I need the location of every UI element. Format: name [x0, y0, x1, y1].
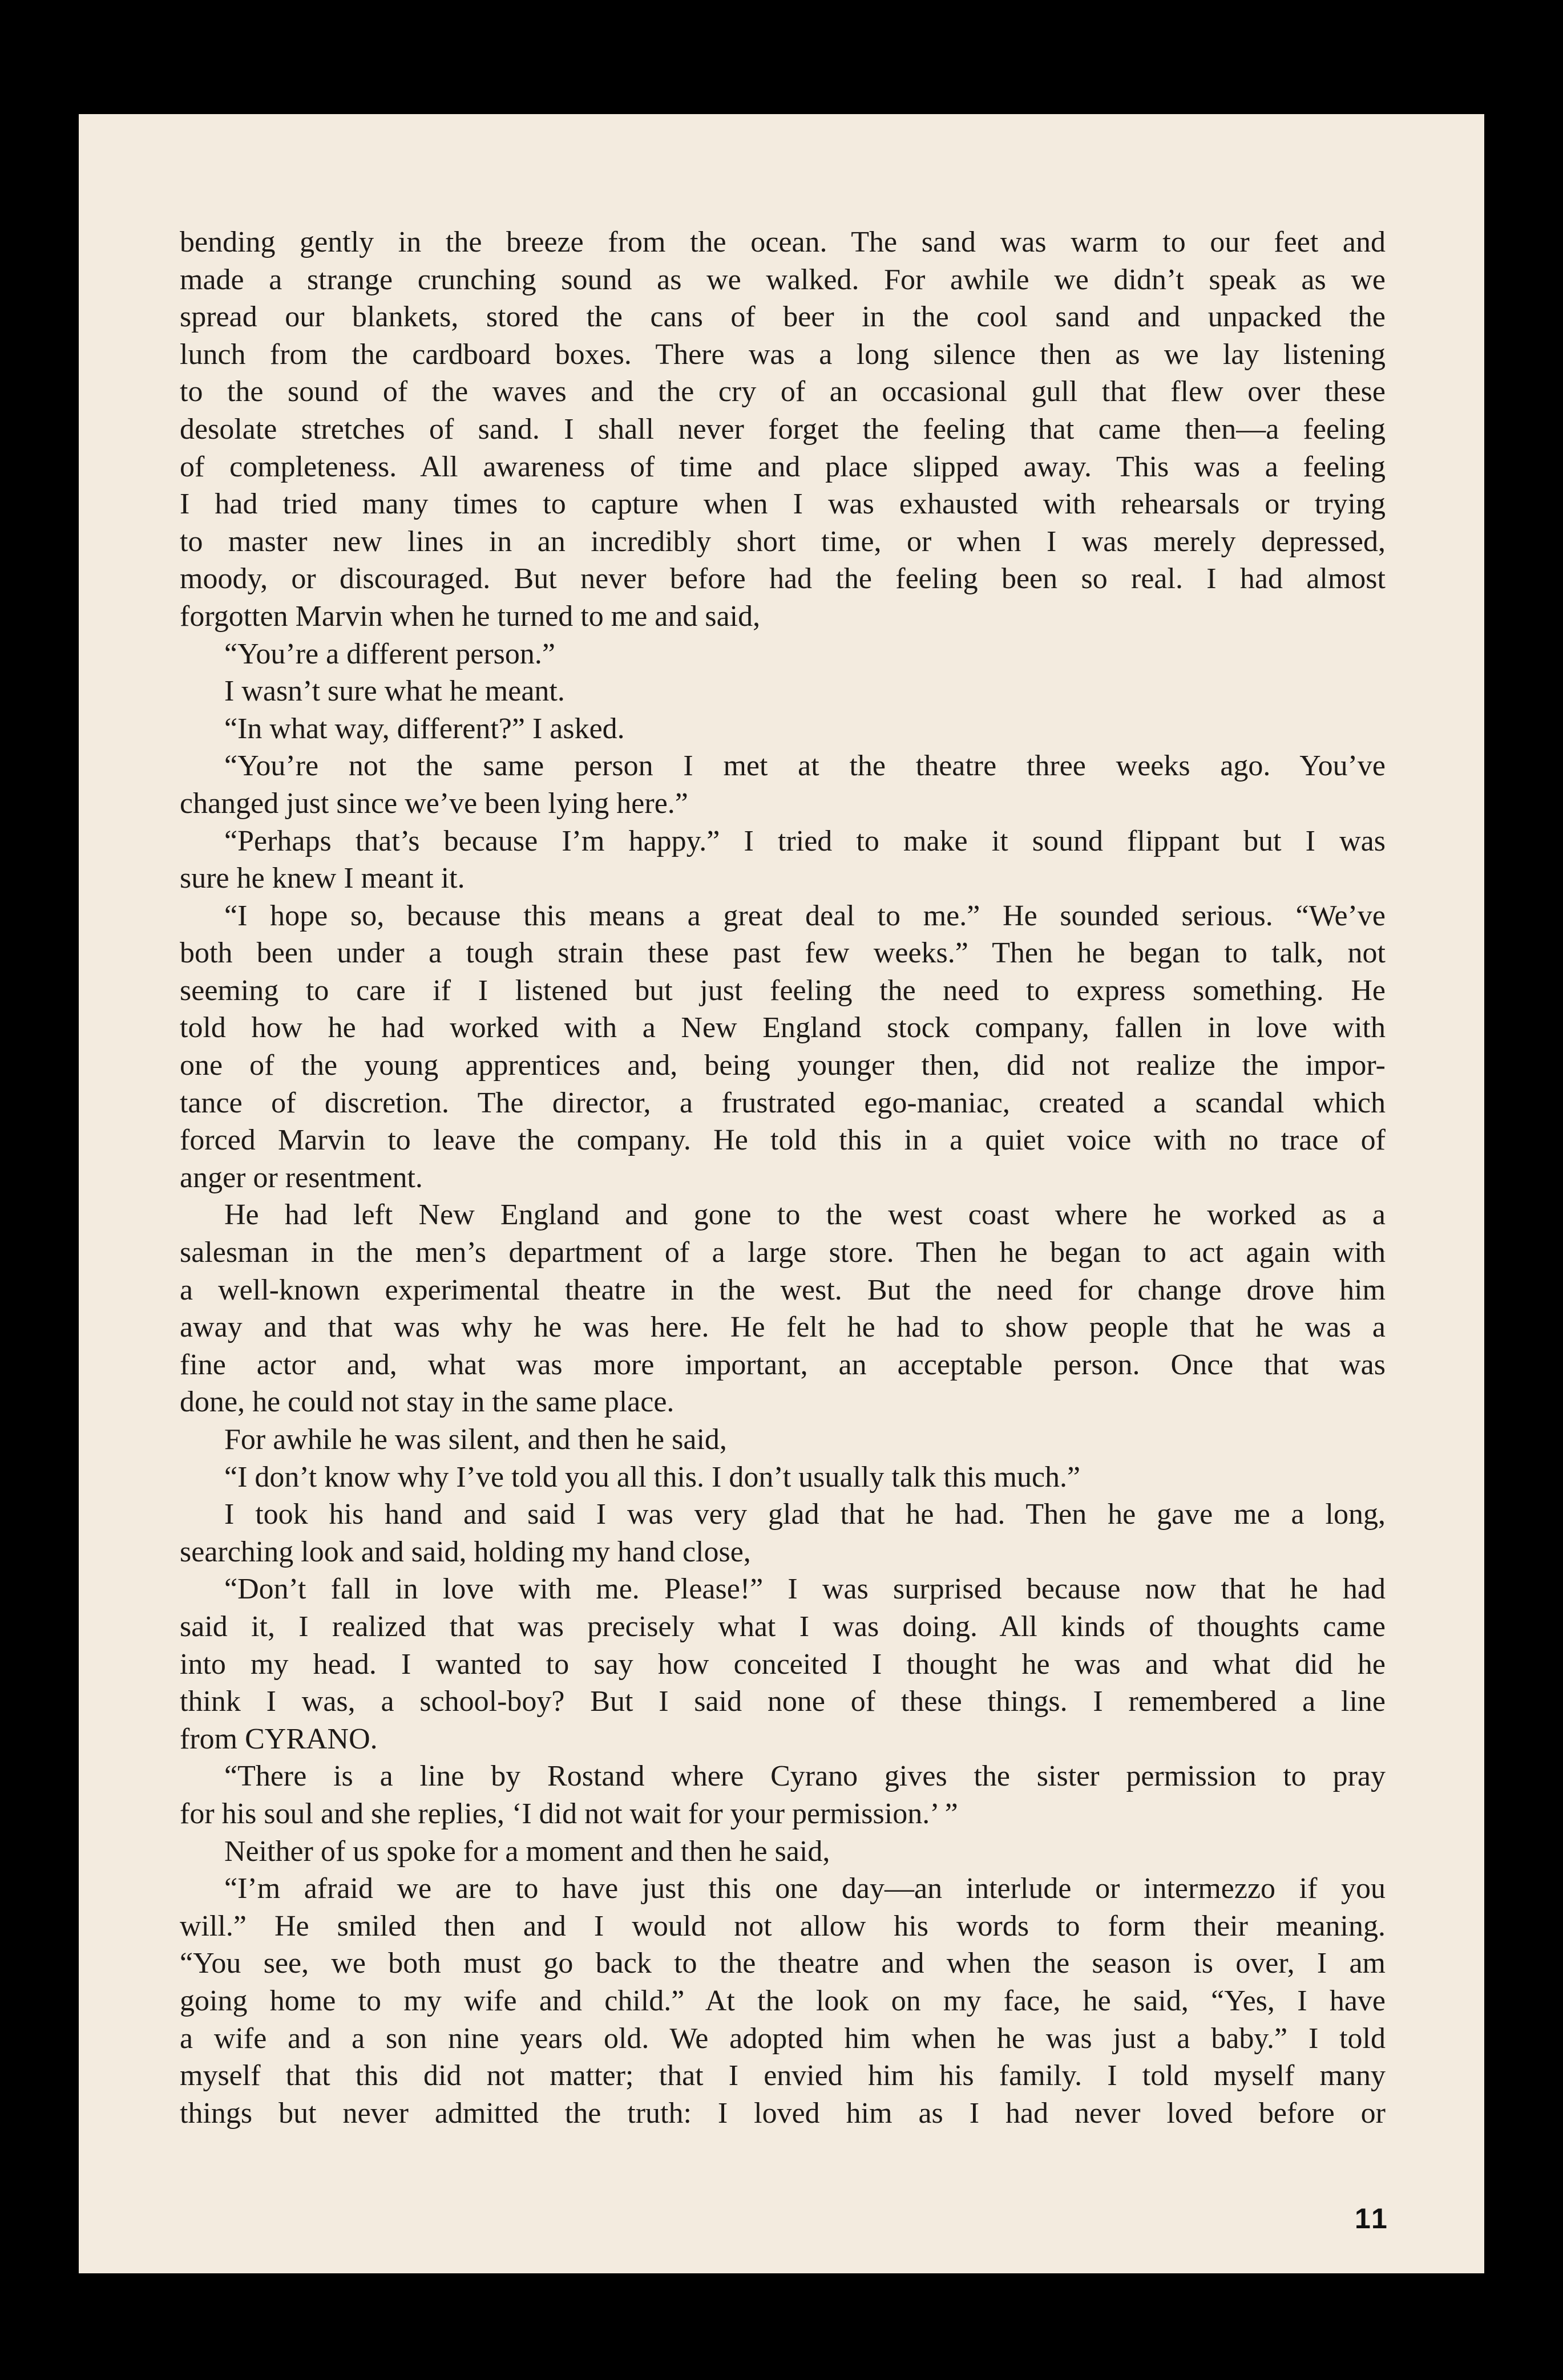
text-line: anger or resentment.	[180, 1161, 423, 1194]
text-line: will.” He smiled then and I would not allow his words to form their meaning.	[180, 1909, 1386, 1942]
text-line: myself that this did not matter; that I envied him his family. I told myself many	[180, 2059, 1386, 2092]
text-line: away and that was why he was here. He felt he had to show people that he was a	[180, 1311, 1386, 1344]
text-line: I had tried many times to capture when I was exhausted with rehearsals or trying	[180, 488, 1386, 521]
text-line: “I hope so, because this means a great deal to me.” He sounded serious. “We’ve	[224, 899, 1386, 932]
text-line: I wasn’t sure what he meant.	[224, 675, 565, 708]
text-line: to master new lines in an incredibly short time, or when I was merely depressed,	[180, 525, 1386, 558]
text-line: for his soul and she replies, ‘I did not wait for your permission.’ ”	[180, 1797, 958, 1830]
text-line: going home to my wife and child.” At the look on my face, he said, “Yes, I have	[180, 1984, 1386, 2017]
text-line: salesman in the men’s department of a large store. Then he began to act again with	[180, 1236, 1386, 1269]
text-line: “I’m afraid we are to have just this one day—an interlude or intermezzo if you	[224, 1872, 1386, 1905]
text-line: bending gently in the breeze from the ocean. The sand was warm to our feet and	[180, 226, 1386, 258]
text-line: For awhile he was silent, and then he said,	[224, 1423, 727, 1456]
text-line: I took his hand and said I was very glad that he had. Then he gave me a long,	[224, 1498, 1386, 1531]
text-line: to the sound of the waves and the cry of an occasional gull that flew over these	[180, 375, 1386, 408]
text-line: “There is a line by Rostand where Cyrano gives the sister permission to pray	[224, 1760, 1386, 1793]
page-number: 11	[1355, 2203, 1390, 2235]
text-line: one of the young apprentices and, being younger then, did not realize the impor-	[180, 1049, 1386, 1082]
text-line: Neither of us spoke for a moment and then he said,	[224, 1835, 830, 1868]
text-line: “Perhaps that’s because I’m happy.” I tried to make it sound flippant but I was	[224, 824, 1386, 857]
text-line: tance of discretion. The director, a frustrated ego-maniac, created a scandal which	[180, 1086, 1386, 1119]
text-line: “You see, we both must go back to the theatre and when the season is over, I am	[180, 1947, 1386, 1980]
text-line: “You’re not the same person I met at the theatre three weeks ago. You’ve	[224, 750, 1386, 783]
text-line: said it, I realized that was precisely what I was doing. All kinds of thoughts came	[180, 1610, 1386, 1643]
text-line: moody, or discouraged. But never before had the feeling been so real. I had almost	[180, 562, 1386, 596]
text-line: forgotten Marvin when he turned to me and said,	[180, 600, 761, 633]
text-line: of completeness. All awareness of time and place slipped away. This was a feeling	[180, 450, 1386, 483]
text-line: made a strange crunching sound as we walked. For awhile we didn’t speak as we	[180, 263, 1386, 296]
text-line: a wife and a son nine years old. We adopted him when he was just a baby.” I told	[180, 2022, 1386, 2055]
text-line: He had left New England and gone to the west coast where he worked as a	[224, 1199, 1386, 1232]
text-line: “Don’t fall in love with me. Please!” I was surprised because now that he had	[224, 1573, 1386, 1606]
text-line: things but never admitted the truth: I loved him as I had never loved before or	[180, 2096, 1386, 2130]
text-line: changed just since we’ve been lying here.”	[180, 787, 688, 820]
text-line: sure he knew I meant it.	[180, 862, 465, 895]
text-line: both been under a tough strain these past few weeks.” Then he began to talk, not	[180, 937, 1386, 970]
text-line: into my head. I wanted to say how conceited I thought he was and what did he	[180, 1648, 1386, 1681]
body-text	[180, 224, 1386, 2132]
text-line: from CYRANO.	[180, 1722, 378, 1755]
text-line: done, he could not stay in the same place.	[180, 1386, 675, 1419]
text-line: a well-known experimental theatre in the west. But the need for change drove him	[180, 1273, 1386, 1306]
book-page	[79, 114, 1484, 2273]
text-line: forced Marvin to leave the company. He told this in a quiet voice with no trace of	[180, 1124, 1386, 1157]
text-line: desolate stretches of sand. I shall never forget the feeling that came then—a feeling	[180, 412, 1386, 446]
text-line: lunch from the cardboard boxes. There was a long silence then as we lay listening	[180, 338, 1386, 371]
text-line: told how he had worked with a New England stock company, fallen in love with	[180, 1011, 1386, 1045]
text-line: searching look and said, holding my hand close,	[180, 1535, 751, 1568]
text-line: spread our blankets, stored the cans of beer in the cool sand and unpacked the	[180, 301, 1386, 334]
text-line: “In what way, different?” I asked.	[224, 712, 625, 745]
text-line: “I don’t know why I’ve told you all this. I don’t usually talk this much.”	[224, 1460, 1081, 1493]
text-line: fine actor and, what was more important, an acceptable person. Once that was	[180, 1348, 1386, 1381]
text-line: seeming to care if I listened but just feeling the need to express something. He	[180, 974, 1386, 1007]
text-line: “You’re a different person.”	[224, 637, 555, 670]
text-line: think I was, a school-boy? But I said none of these things. I remembered a line	[180, 1685, 1386, 1718]
